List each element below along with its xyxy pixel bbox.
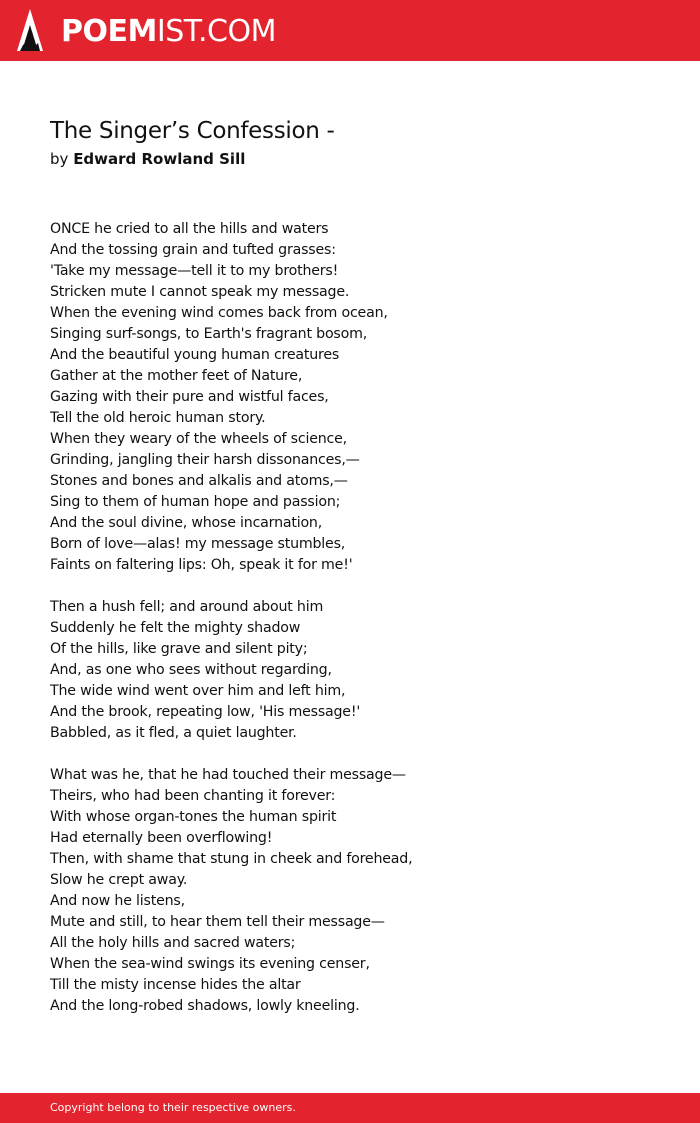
- poem-line: What was he, that he had touched their message—: [50, 767, 406, 783]
- poem-line: Faints on faltering lips: Oh, speak it for me!': [50, 557, 353, 573]
- poem-line: When the evening wind comes back from ocean,: [50, 305, 388, 321]
- poem-line: And the beautiful young human creatures: [50, 347, 340, 363]
- site-header: [0, 0, 700, 61]
- poem-stanza: [50, 765, 650, 1017]
- site-logo[interactable]: [61, 12, 276, 52]
- byline: [50, 148, 245, 170]
- poem-line: Then a hush fell; and around about him: [50, 599, 324, 615]
- by-label: by: [50, 150, 69, 168]
- poem-line: Born of love—alas! my message stumbles,: [50, 536, 346, 552]
- poem-line: Singing surf-songs, to Earth's fragrant bosom,: [50, 326, 368, 342]
- poem-line: Had eternally been overflowing!: [50, 830, 273, 846]
- poem-line: Mute and still, to hear them tell their message—: [50, 914, 385, 930]
- poem-line: Suddenly he felt the mighty shadow: [50, 620, 301, 636]
- poem-line: Gazing with their pure and wistful faces,: [50, 389, 329, 405]
- poem-line: Of the hills, like grave and silent pity;: [50, 641, 308, 657]
- poem-line: And now he listens,: [50, 893, 185, 909]
- poem-line: 'Take my message—tell it to my brothers!: [50, 263, 339, 279]
- poem-line: Babbled, as it fled, a quiet laughter.: [50, 725, 297, 741]
- pencil-tip-icon: [17, 9, 43, 51]
- poem-line: The wide wind went over him and left him,: [50, 683, 346, 699]
- poem-line: Then, with shame that stung in cheek and forehead,: [50, 851, 413, 867]
- copyright-notice: Copyright belong to their respective owners.: [50, 1101, 296, 1114]
- poem-line: Grinding, jangling their harsh dissonances,—: [50, 452, 360, 468]
- poem-line: Stricken mute I cannot speak my message.: [50, 284, 350, 300]
- poem-line: Sing to them of human hope and passion;: [50, 494, 341, 510]
- poem-line: With whose organ-tones the human spirit: [50, 809, 337, 825]
- poem-line: All the holy hills and sacred waters;: [50, 935, 296, 951]
- poem-line: And the tossing grain and tufted grasses:: [50, 242, 336, 258]
- poem-line: When they weary of the wheels of science,: [50, 431, 347, 447]
- poem-line: And the long-robed shadows, lowly kneeling.: [50, 998, 360, 1014]
- poem-line: Slow he crept away.: [50, 872, 188, 888]
- poem-line: And the soul divine, whose incarnation,: [50, 515, 323, 531]
- poem-line: Tell the old heroic human story.: [50, 410, 266, 426]
- poem-line: When the sea-wind swings its evening censer,: [50, 956, 370, 972]
- author-name: Edward Rowland Sill: [73, 150, 246, 168]
- poem-body: [50, 219, 650, 1038]
- poem-line: Theirs, who had been chanting it forever:: [50, 788, 336, 804]
- brand-light: IST.COM: [156, 14, 276, 49]
- poem-stanza: [50, 597, 650, 744]
- poem-line: Stones and bones and alkalis and atoms,—: [50, 473, 348, 489]
- brand-bold: POEM: [61, 14, 157, 49]
- poem-stanza: [50, 219, 650, 576]
- poem-line: ONCE he cried to all the hills and waters: [50, 221, 329, 237]
- poem-line: And the brook, repeating low, 'His message!': [50, 704, 361, 720]
- poem-line: Gather at the mother feet of Nature,: [50, 368, 303, 384]
- poem-line: And, as one who sees without regarding,: [50, 662, 332, 678]
- site-footer: [0, 1093, 700, 1123]
- poem-line: Till the misty incense hides the altar: [50, 977, 301, 993]
- poem-title: The Singer’s Confession -: [50, 118, 335, 144]
